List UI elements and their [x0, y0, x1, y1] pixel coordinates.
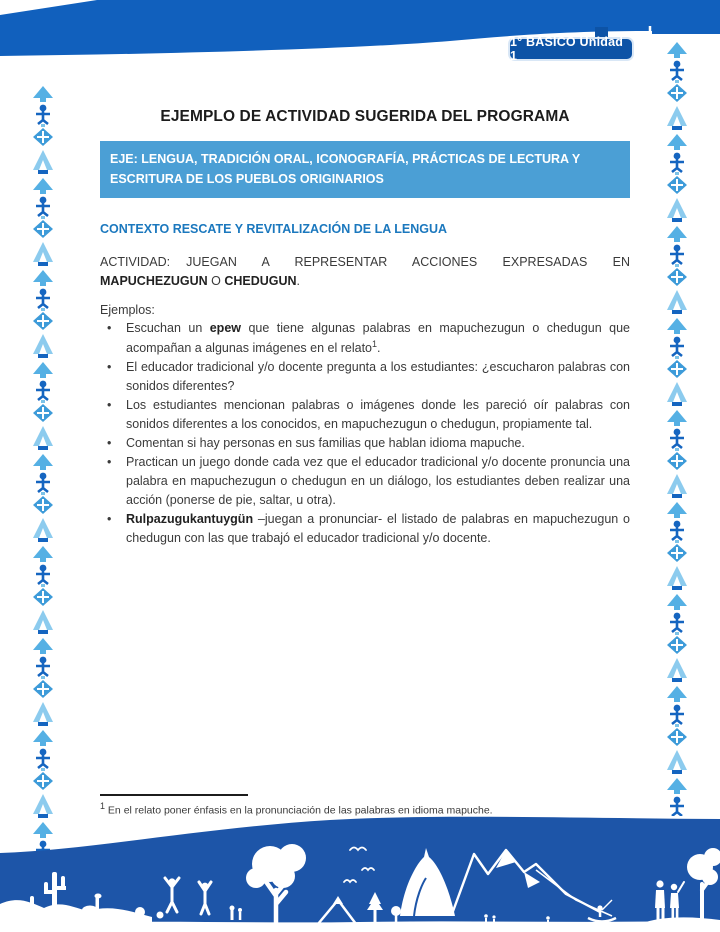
footnote-separator: [100, 794, 248, 796]
unit-badge: 1° BÁSICO Unidad 1: [508, 37, 634, 61]
activity-label: ACTIVIDAD:: [100, 255, 171, 269]
footnote-text: $^1$ En el relato poner énfasis en la pronunciación de las palabras en idioma mapuche.: [100, 801, 493, 817]
left-border-ornament-icon: [26, 84, 60, 872]
examples-heading: Ejemplos:: [100, 303, 155, 317]
activity-paragraph: ACTIVIDAD: JUEGAN A REPRESENTAR ACCIONES EXPRESADAS EN MAPUCHEZUGUN O CHEDUGUN.: [100, 255, 630, 288]
content-column: [100, 98, 630, 548]
context-heading: CONTEXTO RESCATE Y REVITALIZACIÓN DE LA LENGUA: [100, 222, 448, 236]
activity-text: JUEGAN A REPRESENTAR ACCIONES EXPRESADAS EN: [186, 255, 630, 269]
example-item-5: • Practican un juego donde cada vez que el educador tradicional y/o docente pronuncia una palabra en mapuchezugun o chedugun en un diálogo, los estudiantes deben realizar una acción (ponerse de pie, saltar, u otra).: [100, 453, 630, 510]
examples-list: [100, 319, 630, 548]
example-item-3: • Los estudiantes mencionan palabras o imágenes donde les pareció oír palabras con sonidos diferentes a los conocidos, en mapuchezugun o chedugun, propiamente tal.: [100, 396, 630, 434]
example-item-6: • Rulpazugukantuygün –juegan a pronunciar- el listado de palabras en mapuchezugun o chedugun con las que trabajó el educador tradicional y/o docente.: [100, 510, 630, 548]
footer-landscape-illustration: [0, 812, 720, 932]
example-item-2: • El educador tradicional y/o docente pregunta a los estudiantes: ¿escucharon palabras con sonidos diferentes?: [100, 358, 630, 396]
footnote-ref: 1: [372, 339, 378, 349]
example-item-1: • Escuchan un epew que tiene algunas palabras en mapuchezugun o chedugun que acompañan a algunas imágenes en el relato$^1$.: [100, 319, 630, 358]
eje-banner: EJE: LENGUA, TRADICIÓN ORAL, ICONOGRAFÍA, PRÁCTICAS DE LECTURA Y ESCRITURA DE LOS PUEBLOS ORIGINARIOS: [100, 141, 630, 198]
example-item-4: • Comentan si hay personas en sus familias que hablan idioma mapuche.: [100, 434, 630, 453]
right-border-ornament-icon: [660, 40, 694, 816]
page-title: EJEMPLO DE ACTIVIDAD SUGERIDA DEL PROGRAMA: [160, 108, 570, 125]
activity-term-chedugun: CHEDUGUN: [224, 274, 297, 288]
activity-term-mapuchezugun: MAPUCHEZUGUN: [100, 274, 208, 288]
